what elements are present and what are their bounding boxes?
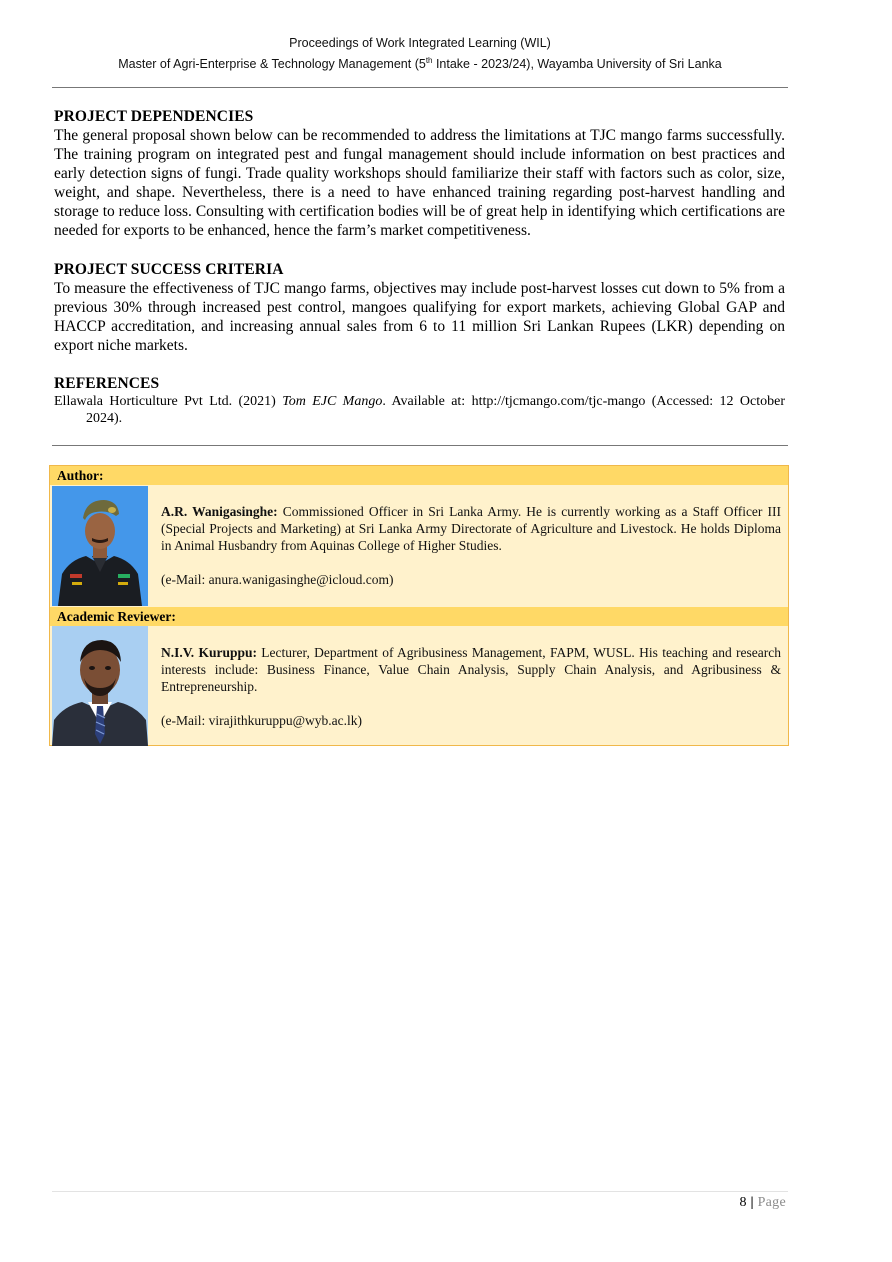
- header-line-2-start: Master of Agri-Enterprise & Technology Management (5: [118, 57, 426, 72]
- project-success-section: [54, 261, 785, 355]
- reference-authors: Ellawala Horticulture Pvt Ltd. (2021): [54, 394, 283, 409]
- author-bio: [161, 503, 781, 588]
- header-line-2: [52, 52, 788, 73]
- author-bio-text: Commissioned Officer in Sri Lanka Army. He is currently working as a Staff Officer III (Special Projects and Marketing) at Sri Lanka Army Directorate of Agriculture and Livestock. He holds Diploma in Animal Husbandry from Aquinas College of Higher Studies.: [161, 504, 782, 553]
- page-header: [52, 34, 788, 73]
- page-word: Page: [757, 1195, 786, 1210]
- reviewer-description: [161, 644, 781, 695]
- project-dependencies-body: The general proposal shown below can be recommended to address the limitations at TJC mango farms successfully. The training program on integrated pest and fungal management should include information on best practices and early detection signs of fungi. Trade quality workshops should familiarize their staff with factors such as color, size, weight, and shape. Nevertheless, there is a need to have enhanced training regarding post-harvest handling and storage to reduce loss. Consulting with certification bodies will be of great help in identifying which certifications are needed for exports to be enhanced, hence the farm’s market competitiveness.: [54, 127, 785, 239]
- header-divider: [52, 87, 788, 88]
- author-role-bar: Author:: [50, 466, 788, 485]
- project-dependencies-section: [54, 108, 785, 240]
- author-email: (e-Mail: anura.wanigasinghe@icloud.com): [161, 572, 394, 587]
- reviewer-portrait-icon: [52, 626, 148, 746]
- reviewer-name: N.I.V. Kuruppu:: [161, 645, 257, 660]
- author-name: A.R. Wanigasinghe:: [161, 504, 278, 519]
- project-dependencies-heading: PROJECT DEPENDENCIES: [54, 108, 254, 125]
- reference-title: Tom EJC Mango: [282, 394, 383, 409]
- references-heading: REFERENCES: [54, 375, 160, 392]
- profiles-box: [49, 465, 789, 746]
- reference-details: . Available at: http://tjcmango.com/tjc-mango (Accessed: 12 October 2024).: [86, 394, 785, 426]
- header-line-1: Proceedings of Work Integrated Learning (WIL): [289, 36, 551, 50]
- reviewer-email: (e-Mail: virajithkuruppu@wyb.ac.lk): [161, 713, 363, 728]
- header-line-2-end: Intake - 2023/24), Wayamba University of Sri Lanka: [432, 57, 722, 72]
- header-superscript: th: [425, 56, 433, 65]
- project-success-heading: PROJECT SUCCESS CRITERIA: [54, 261, 284, 278]
- page-separator: |: [750, 1195, 754, 1210]
- reviewer-photo: [52, 626, 148, 746]
- reviewer-bio: [161, 644, 781, 729]
- reviewer-role-bar: Academic Reviewer:: [50, 607, 788, 626]
- author-photo: [52, 486, 148, 606]
- references-section: [54, 375, 785, 427]
- footer-divider: [52, 1191, 788, 1192]
- author-description: [161, 503, 781, 554]
- references-divider: [52, 445, 788, 446]
- page-footer: [739, 1194, 786, 1212]
- reviewer-bio-text: Lecturer, Department of Agribusiness Management, FAPM, WUSL. His teaching and research interests include: Business Finance, Value Chain Analysis, Supply Chain Analysis, and Agribusiness & Entrepreneurship.: [161, 645, 781, 694]
- reference-item: [54, 393, 785, 427]
- author-portrait-icon: [52, 486, 148, 606]
- project-success-body: To measure the effectiveness of TJC mango farms, objectives may include post-harvest losses cut down to 5% from a previous 30% through increased pest control, mangoes qualifying for export markets, achieving Global GAP and HACCP accreditation, and increasing annual sales from 6 to 11 million Sri Lankan Rupees (LKR) depending on export niche markets.: [54, 280, 785, 354]
- page-number: 8: [739, 1195, 747, 1210]
